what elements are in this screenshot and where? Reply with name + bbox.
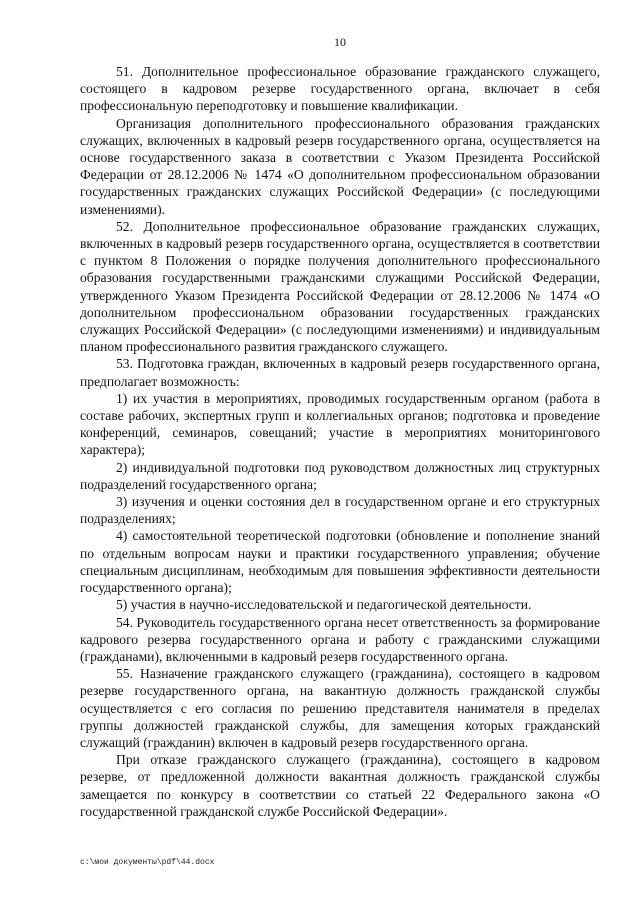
paragraph-51-organization: Организация дополнительного профессионального образования гражданских служащих, включенных в кадровый резерв государственного органа, осуществляется на основе государственного заказа в соответствии с Указом Президента Российской Федерации от 28.12.2006 № 1474 «О дополнительном профессиональном образовании государственных гражданских служащих Российской Федерации» (с последующими изменениями).: [80, 115, 600, 217]
paragraph-52: 52. Дополнительное профессиональное образование гражданских служащих, включенных в кадровый резерв государственного органа, осуществляется в соответствии с пунктом 8 Положения о порядке получения дополнительного профессионального образования государственными гражданскими служащими Российской Федерации, утвержденного Указом Президента Российской Федерации от 28.12.2006 № 1474 «О дополнительном профессиональном образовании государственных гражданских служащих Российской Федерации» (с последующими изменениями) и индивидуальным планом профессионального развития гражданского служащего.: [80, 218, 600, 355]
paragraph-54: 54. Руководитель государственного органа несет ответственность за формирование кадрового резерва государственного органа и работу с гражданскими служащими (гражданами), включенными в кадровый резерв государственного органа.: [80, 614, 600, 664]
paragraph-53-item-2: 2) индивидуальной подготовки под руководством должностных лиц структурных подразделений государственного органа;: [80, 459, 600, 492]
paragraph-53-item-3: 3) изучения и оценки состояния дел в государственном органе и его структурных подразделениях;: [80, 494, 600, 527]
paragraph-55-refusal: При отказе гражданского служащего (гражданина), состоящего в кадровом резерве, от предложенной должности вакантная должность гражданской службы замещается по конкурсу в соответствии со статьей 22 Федерального закона «О государственной гражданской службе Российской Федерации».: [80, 752, 600, 819]
page-number: 10: [334, 35, 346, 49]
paragraph-53: 53. Подготовка граждан, включенных в кадровый резерв государственного органа, предполагает возможность:: [80, 356, 600, 389]
paragraph-53-item-5: 5) участия в научно-исследовательской и педагогической деятельности.: [116, 597, 532, 613]
footer-file-path: c:\мои документы\pdf\44.docx: [80, 858, 215, 867]
paragraph-53-item-4: 4) самостоятельной теоретической подготовки (обновление и пополнение знаний по отдельным вопросам науки и практики государственного управления; обучение специальным дисциплинам, необходимым для повышения эффективности деятельности государственного органа);: [80, 528, 600, 596]
paragraph-55: 55. Назначение гражданского служащего (гражданина), состоящего в кадровом резерве государственного органа, на вакантную должность гражданской службы осуществляется с его согласия по решению представителя нанимателя в пределах группы должностей гражданской службы, для замещения которых гражданский служащий (гражданин) включен в кадровый резерв государственного органа.: [80, 666, 600, 750]
paragraph-51: 51. Дополнительное профессиональное образование гражданского служащего, состоящего в кадровом резерве государственного органа, включает в себя профессиональную переподготовку и повышение квалификации.: [80, 64, 600, 114]
paragraph-53-item-1: 1) их участия в мероприятиях, проводимых государственным органом (работа в составе рабочих, экспертных групп и коллегиальных органов; подготовка и проведение конференций, семинаров, совещаний; участие в мероприятиях мониторингового характера);: [80, 390, 600, 458]
